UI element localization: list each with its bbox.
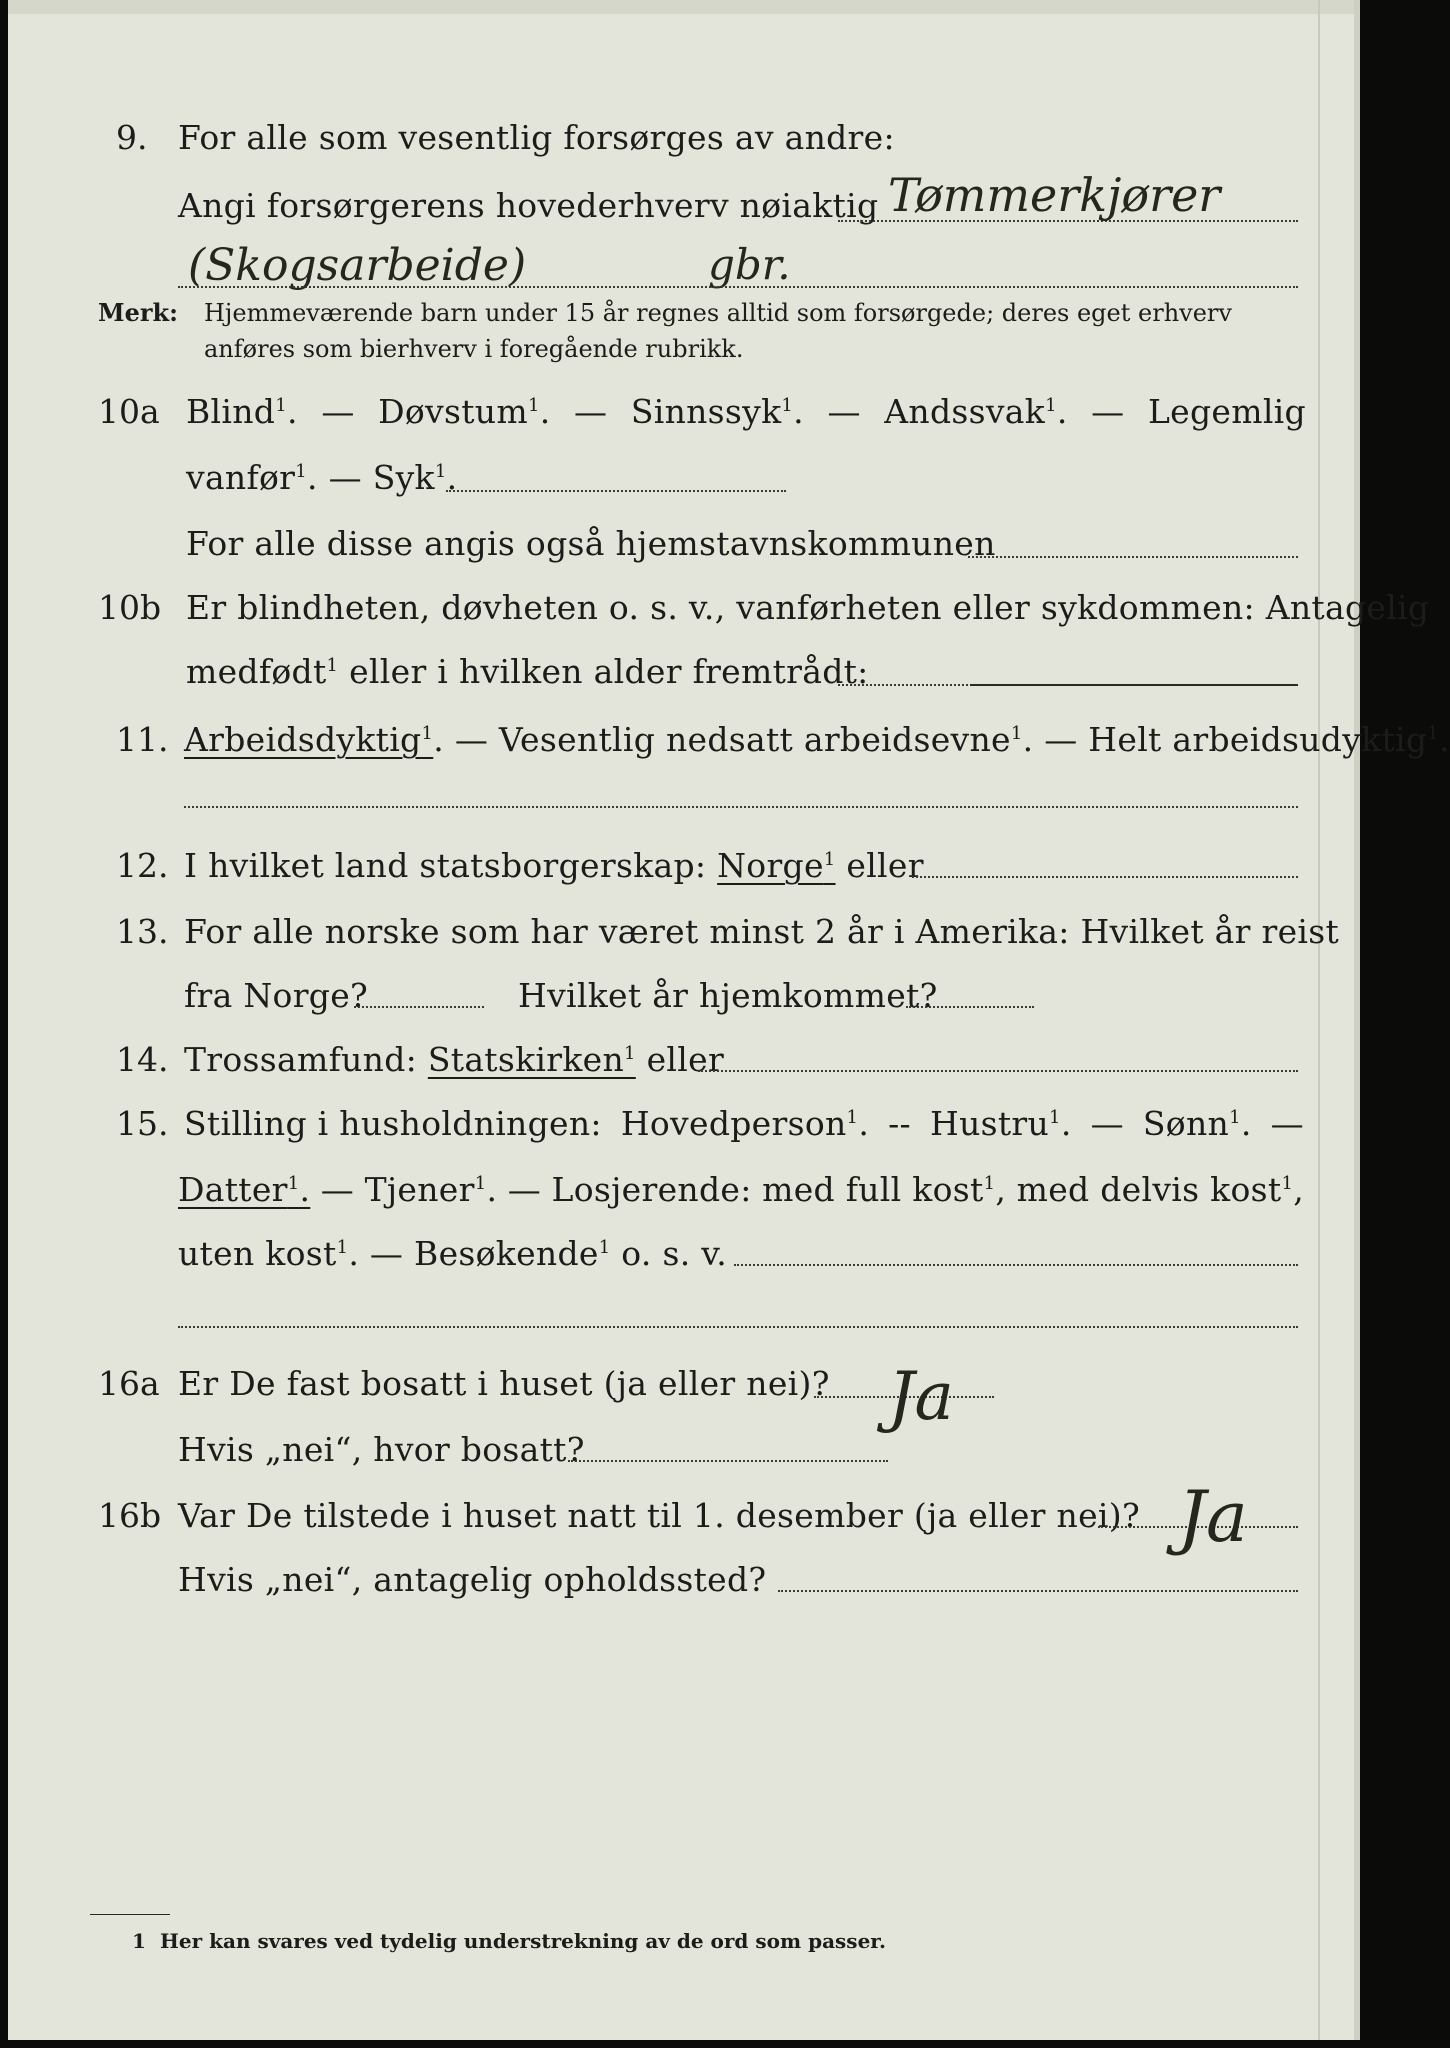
q15-besokende[interactable]: Besøkende$^1$ (414, 1234, 611, 1273)
q10a-sinnssyk[interactable]: Sinnssyk$^1$. (630, 392, 804, 431)
q12-line: I hvilket land statsborgerskap: Norge$^1$ eller (184, 846, 924, 885)
q13-hjemkommet-line (906, 1006, 1034, 1008)
q10a-hjemstavn-line (968, 556, 1298, 558)
q9-handwritten-answer2b[interactable]: gbr. (708, 240, 791, 289)
q10b-answer-line-2 (970, 684, 1298, 686)
q11-line: Arbeidsdyktig$^1$. — Vesentlig nedsatt arbeidsevne$^1$. — Helt arbeidsudyktig$^1$. (184, 720, 1450, 759)
q14-statskirken[interactable]: Statskirken$^1$ (427, 1040, 636, 1079)
q12-answer-line (912, 876, 1298, 878)
q15-line1: Stilling i husholdningen: Hovedperson$^1$. -- Hustru$^1$. — Sønn$^1$. — (184, 1104, 1304, 1143)
q15-number: 15. (116, 1104, 169, 1143)
q10a-number: 10a (98, 392, 160, 431)
q15-hustru[interactable]: Hustru$^1$. (929, 1104, 1072, 1143)
q10b-line2: medfødt$^1$ eller i hvilken alder fremtrådt: (186, 652, 869, 691)
q10a-blind[interactable]: Blind$^1$. (186, 392, 298, 431)
q15-answer-line-2 (178, 1326, 1298, 1328)
q16b-line1: Var De tilstede i huset natt til 1. desember (ja eller nei)? (178, 1496, 1140, 1535)
q10b-number: 10b (98, 588, 162, 627)
q13-fra-norge-line (354, 1006, 484, 1008)
q13-hjemkommet: Hvilket år hjemkommet? (518, 976, 938, 1015)
q9-handwritten-answer2[interactable]: (Skogsarbeide) (188, 240, 527, 291)
q10a-andssvak[interactable]: Andssvak$^1$. (884, 392, 1068, 431)
q15-tjener[interactable]: Tjener$^1$. (364, 1170, 498, 1209)
q10b-medfodt[interactable]: medfødt$^1$ (186, 652, 339, 691)
q16a-bosatt-line (568, 1460, 888, 1462)
footnote-rule (90, 1914, 170, 1915)
q10a-line2: vanfør$^1$. — Syk$^1$. (186, 458, 458, 497)
q16b-number: 16b (98, 1496, 162, 1535)
q12-number: 12. (116, 846, 169, 885)
q11-answer-line (184, 806, 1298, 808)
q10b-line1: Er blindheten, døvheten o. s. v., vanførheten eller sykdommen: Antagelig (186, 588, 1430, 627)
q14-answer-line (698, 1070, 1298, 1072)
q15-answer-line (734, 1264, 1298, 1266)
q10a-syk[interactable]: Syk$^1$. (372, 458, 458, 497)
q9-line1: For alle som vesentlig forsørges av andre: (178, 118, 895, 157)
q9-number: 9. (116, 118, 148, 157)
merk-label: Merk: (98, 298, 178, 327)
q16b-line2: Hvis „nei“, antagelig opholdssted? (178, 1560, 767, 1599)
q16a-line2: Hvis „nei“, hvor bosatt? (178, 1430, 585, 1469)
q14-number: 14. (116, 1040, 169, 1079)
q15-datter[interactable]: Datter$^1$. (178, 1170, 311, 1209)
page-edge-line (1318, 0, 1320, 2040)
q11-vesentlig[interactable]: Vesentlig nedsatt arbeidsevne$^1$ (498, 720, 1023, 759)
q10b-answer-line (838, 684, 968, 686)
q10a-line1: Blind$^1$. — Døvstum$^1$. — Sinnssyk$^1$. — Andssvak$^1$. — Legemlig (186, 392, 1306, 431)
q13-fra-norge: fra Norge? (184, 976, 369, 1015)
q9-handwritten-answer1[interactable]: Tømmerkjører (888, 168, 1221, 222)
q15-delvis-kost[interactable]: med delvis kost$^1$, (1016, 1170, 1304, 1209)
q16a-line1: Er De fast bosatt i huset (ja eller nei)? (178, 1364, 830, 1403)
q16a-number: 16a (98, 1364, 160, 1403)
q15-full-kost[interactable]: med full kost$^1$, (762, 1170, 1007, 1209)
q15-line2: Datter$^1$. — Tjener$^1$. — Losjerende: med full kost$^1$, med delvis kost$^1$, (178, 1170, 1304, 1209)
q13-number: 13. (116, 912, 169, 951)
q14-line: Trossamfund: Statskirken$^1$ eller (184, 1040, 725, 1079)
q13-line1: For alle norske som har været minst 2 år i Amerika: Hvilket år reist (184, 912, 1340, 951)
q10a-syk-line (446, 490, 786, 492)
q11-number: 11. (116, 720, 169, 759)
footnote-mark: 1 (132, 1929, 146, 1953)
q10a-dovstum[interactable]: Døvstum$^1$. (378, 392, 551, 431)
footnote-text: Her kan svares ved tydelig understrekning av de ord som passer. (160, 1929, 886, 1953)
q16a-handwritten-answer[interactable]: Ja (888, 1358, 954, 1435)
census-form-page (8, 0, 1450, 2040)
q9-answer-line2 (178, 286, 1298, 288)
q16b-handwritten-answer[interactable]: Ja (1178, 1476, 1248, 1558)
q10a-line3: For alle disse angis også hjemstavnskommunen (186, 524, 996, 563)
q15-sonn[interactable]: Sønn$^1$. (1142, 1104, 1252, 1143)
q16b-opholdssted-line (778, 1590, 1298, 1592)
q15-hovedperson[interactable]: Hovedperson$^1$. (620, 1104, 870, 1143)
q12-norge[interactable]: Norge$^1$ (717, 846, 836, 885)
merk-line2: anføres som bierhverv i foregående rubrikk. (204, 335, 744, 363)
q9-line2: Angi forsørgerens hovederhverv nøiaktig (178, 186, 879, 225)
merk-line1: Hjemmeværende barn under 15 år regnes alltid som forsørgede; deres eget erhverv (204, 299, 1232, 327)
q15-line3: uten kost$^1$. — Besøkende$^1$ o. s. v. (178, 1234, 728, 1273)
q11-helt[interactable]: Helt arbeidsudyktig$^1$ (1088, 720, 1440, 759)
q10a-vanfor[interactable]: vanfør$^1$. (186, 458, 318, 497)
q11-arbeidsdyktig[interactable]: Arbeidsdyktig$^1$ (184, 720, 434, 759)
q10a-legemlig[interactable]: Legemlig (1147, 392, 1306, 431)
q15-uten-kost[interactable]: uten kost$^1$. (178, 1234, 360, 1273)
